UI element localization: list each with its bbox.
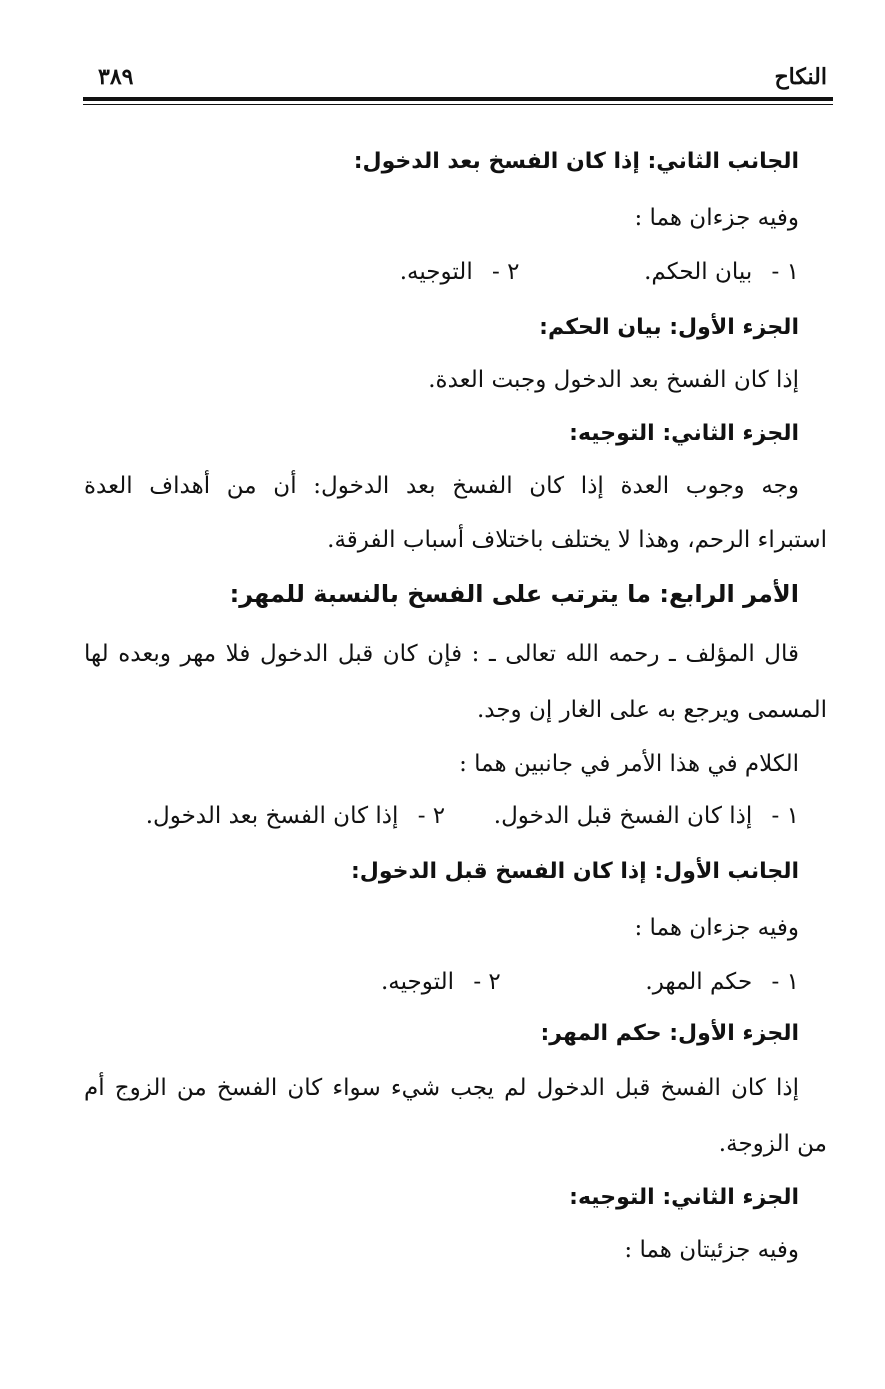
section-heading: الجزء الثاني: التوجيه:	[569, 1185, 799, 1210]
paragraph-line: قال المؤلف ـ رحمه الله تعالى ـ : فإن كان قبل الدخول فلا مهر وبعده لها	[84, 641, 799, 667]
item-text: حكم المهر.	[645, 969, 753, 995]
item-text: التوجيه.	[380, 969, 454, 995]
enumeration-line	[146, 800, 799, 832]
paragraph-line: الكلام في هذا الأمر في جانبين هما :	[459, 751, 799, 777]
paragraph-line: وفيه جزءان هما :	[634, 205, 799, 231]
paragraph-line: استبراء الرحم، وهذا لا يختلف باختلاف أسباب الفرقة.	[327, 527, 827, 553]
paragraph-line: من الزوجة.	[718, 1131, 827, 1157]
section-heading-major: الأمر الرابع: ما يترتب على الفسخ بالنسبة للمهر:	[229, 580, 799, 608]
paragraph-line: إذا كان الفسخ بعد الدخول وجبت العدة.	[428, 367, 799, 393]
item-number: ٢ -	[417, 803, 446, 829]
item-text: بيان الحكم.	[644, 259, 753, 285]
section-heading: الجزء الأول: حكم المهر:	[540, 1021, 799, 1046]
paragraph-line: المسمى ويرجع به على الغار إن وجد.	[476, 697, 827, 723]
header-rule-thin	[83, 104, 833, 105]
section-heading: الجانب الأول: إذا كان الفسخ قبل الدخول:	[350, 859, 799, 884]
page-number: ٣٨٩	[98, 64, 134, 90]
section-heading: الجزء الأول: بيان الحكم:	[539, 315, 799, 340]
enumeration-line	[381, 966, 799, 998]
running-header-title: النكاح	[774, 64, 827, 90]
paragraph-line: إذا كان الفسخ قبل الدخول لم يجب شيء سواء كان الفسخ من الزوج أم	[84, 1075, 799, 1101]
item-number: ١ -	[771, 969, 799, 995]
item-number: ١ -	[771, 259, 799, 285]
enumeration-line	[400, 256, 799, 288]
item-text: إذا كان الفسخ بعد الدخول.	[145, 803, 399, 829]
item-text: إذا كان الفسخ قبل الدخول.	[493, 803, 753, 829]
section-heading: الجانب الثاني: إذا كان الفسخ بعد الدخول:	[353, 149, 799, 174]
paragraph-line: وفيه جزئيتان هما :	[624, 1237, 799, 1263]
item-text: التوجيه.	[399, 259, 473, 285]
item-number: ٢ -	[473, 969, 501, 995]
paragraph-line: وفيه جزءان هما :	[634, 915, 799, 941]
item-number: ١ -	[771, 803, 799, 829]
section-heading: الجزء الثاني: التوجيه:	[569, 421, 799, 446]
paragraph-line: وجه وجوب العدة إذا كان الفسخ بعد الدخول: أن من أهداف العدة	[84, 473, 799, 499]
header-rule-thick	[83, 97, 833, 101]
item-number: ٢ -	[492, 259, 520, 285]
